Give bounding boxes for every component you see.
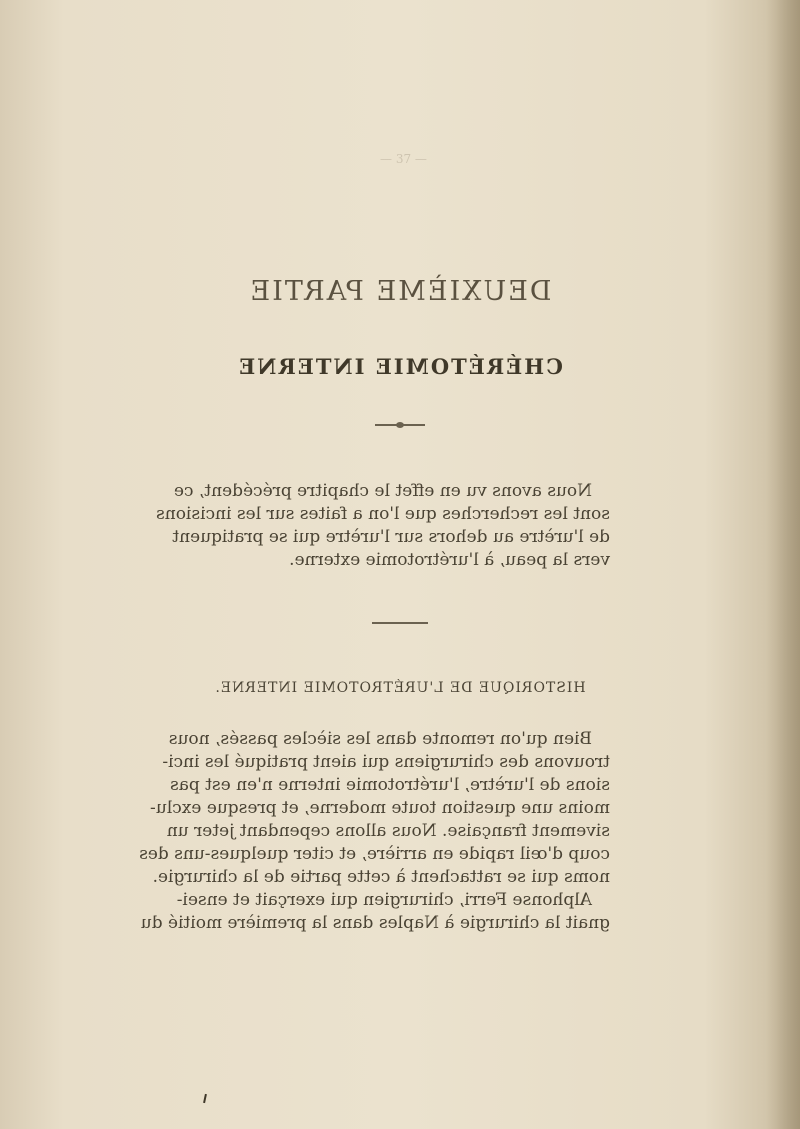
history-paragraph — [139, 728, 610, 935]
paragraph-line: gnait la chirurgie à Naples dans la première moitié du — [140, 913, 610, 933]
part-title: DEUXIÈME PARTIE — [248, 276, 552, 307]
bleed-through-page-number: — 37 — — [380, 152, 427, 166]
intro-paragraph — [156, 480, 610, 572]
paragraph-line: trouvons des chirurgiens qui aient pratiqué les inci- — [162, 752, 610, 772]
section-rule — [372, 622, 428, 624]
paragraph-line: sions de l'urètre, l'urétrotomie interne n'en est pas — [169, 775, 610, 795]
paragraph-line: sont les recherches que l'on a faites sur les incisions — [156, 504, 610, 524]
paragraph-line: moins une question toute moderne, et presque exclu- — [150, 798, 610, 818]
paragraph-line: noms qui se rattachent à cette partie de la chirurgie. — [152, 867, 610, 887]
paragraph-line: coup d'œil rapide en arrière, et citer quelques-uns des — [139, 844, 610, 864]
ornament-divider — [375, 424, 425, 426]
paragraph-line: sivement française. Nous allons cependant jeter un — [166, 821, 610, 841]
history-heading: HISTORIQUE DE L'URÉTROTOMIE INTERNE. — [214, 680, 586, 696]
section-title: CHÉRÉTOMIE INTERNE — [237, 354, 563, 379]
page-fold-shadow — [766, 0, 800, 1129]
paragraph-line: Bien qu'on remonte dans les siècles passés, nous — [168, 729, 592, 749]
paragraph-line: de l'urètre au dehors sur l'urètre qui se pratiquent — [172, 527, 610, 547]
paragraph-line: Nous avons vu en effet le chapitre précédent, ce — [173, 481, 592, 501]
paragraph-line: vers la peau, à l'urétrotomie externe. — [289, 550, 610, 570]
paragraph-line: Alphonse Ferri, chirurgien qui exerçait et ensei- — [176, 890, 592, 910]
